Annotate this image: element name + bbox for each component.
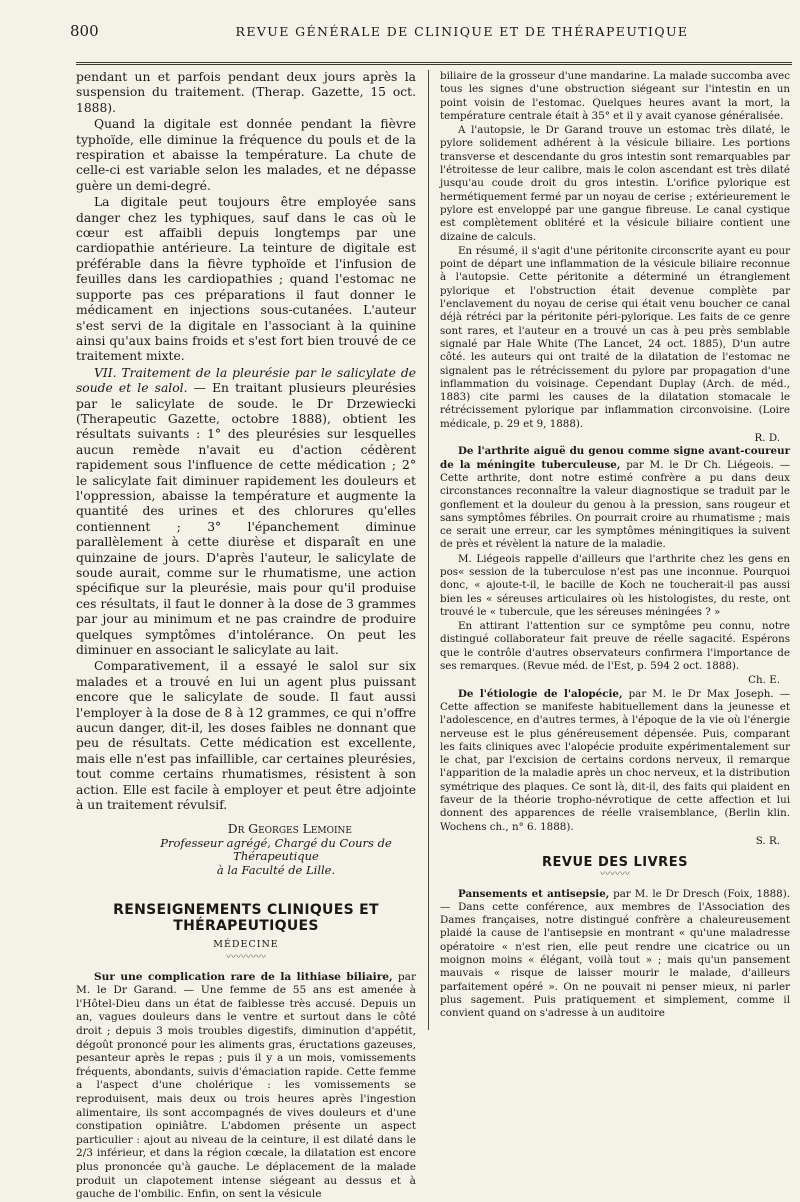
right-column bbox=[440, 70, 790, 1040]
paragraph-body: — En traitant plusieurs pleurésies par le salicylate de soude. le Dr Drzewiecki (Therapeutic Gazette, octobre 1888), obtient les résultats suivants : 1° des pleurésies sur lesquelles aucun remède n'avait eu d'action cédèrent rapidement sous l'influence de cette médication ; 2° le salicylate fait diminuer rapidement les douleurs et l'oppression, abaisse la température et augmente la quantité des urines et des chlorures qu'elles contiennent ; 3° l'épanchement diminue parallèlement à cette diurèse et disparaît en une quinzaine de jours. D'après l'auteur, le salicylate de soude aurait, comme sur le rhumatisme, une action spécifique sur la pleurésie, mais pour qu'il produise ces résultats, il faut le donner à la dose de 3 grammes par jour au minimum et ne pas craindre de produire quelques symptômes d'intolérance. On peut les diminuer en associant le salicylate au lait. bbox=[76, 381, 416, 658]
article-signature: R. D. bbox=[754, 432, 780, 445]
paragraph: biliaire de la grosseur d'une mandarine. La malade succomba avec tous les signes d'une obstruction siégeant sur l'intestin en un point voisin de l'estomac. Quelques heures avant la mort, la température centrale était à 35° et il y avait cyanose généralisée. bbox=[440, 70, 790, 122]
article-signature: Ch. E. bbox=[748, 674, 780, 687]
paragraph: M. Liégeois rappelle d'ailleurs que l'arthrite chez les gens en pos« session de la tuberculose n'est pas une inconnue. Pourquoi donc, « ajoute-t-il, le bacille de Koch ne toucherait-il pas aussi bien les « séreuses articulaires où les histologistes, du reste, ont trouvé le « tubercule, que les séreuses méningées ? » bbox=[440, 552, 790, 618]
section-subtitle: MÉDECINE bbox=[213, 939, 279, 951]
author-affiliation: Professeur agrégé, Chargé du Cours de Thérapeutique bbox=[160, 835, 392, 864]
article-body: par M. le Dr Dresch (Foix, 1888). — Dans cette conférence, aux membres de l'Association des Dames françaises, notre distingué confrère a chaleureusement plaidé la cause de l'antisepsie en montrant « qu'une maladresse opératoire « n'est rien, elle peut rendre une cicatrice ou un moignon moins « élégant, voilà tout » ; mais qu'un pansement mauvais « risque de laisser mourir le malade, d'ailleurs parfaitement opéré ». On ne pouvait ni penser mieux, ni parler plus sagement. Puis pratiquement et simplement, comme il convient quand on s'adresse à un auditoire bbox=[440, 887, 790, 1020]
ornament-divider: 〰〰〰〰 bbox=[226, 951, 266, 963]
author-signature: Dr Georges Lemoine bbox=[227, 821, 352, 836]
paragraph bbox=[440, 445, 790, 551]
article-signature: S. R. bbox=[755, 834, 780, 847]
paragraph bbox=[76, 366, 416, 659]
running-title: REVUE GÉNÉRALE DE CLINIQUE ET DE THÉRAPEUTIQUE bbox=[235, 24, 689, 39]
column-divider bbox=[428, 70, 429, 1030]
section-title: REVUE DES LIVRES bbox=[542, 855, 688, 871]
ornament-divider: 〰〰〰 bbox=[600, 868, 630, 880]
article-title: Pansements et antisepsie, bbox=[458, 887, 610, 900]
header-rule bbox=[76, 62, 792, 65]
paragraph bbox=[440, 888, 790, 1021]
paragraph: Comparativement, il a essayé le salol sur six malades et a trouvé en lui un agent plus puissant encore que le salicylate de soude. Il faut aussi l'employer à la dose de 8 à 12 grammes, ce qui n'offre aucun danger, dit-il, les doses faibles ne donnant que peu de résultats. Cette médication est excellente, mais elle n'est pas infaillible, car certaines pleurésies, tout comme certains rhumatismes, résistent à son action. Elle est facile à employer et peut être adjointe à un traitement révulsif. bbox=[76, 659, 416, 813]
article-body: par M. le Dr Max Joseph. — Cette affection se manifeste habituellement dans la jeunesse et l'adolescence, en d'autres termes, à l'époque de la vie où l'énergie nerveuse est le plus généreusement dépensée. Puis, comparant les faits cliniques avec l'alopécie produite expérimentalement sur le chat, par l'excision de certains cordons nerveux, il remarque l'apparition de la maladie après un choc nerveux, et la distribution symétrique des plaques. Ce sont là, dit-il, des faits qui plaident en faveur de la théorie tropho-névrotique de cette affection et lui donnent des apparences de réelle vraisemblance, (Berlin klin. Wochens ch., n° 6. 1888). bbox=[440, 687, 790, 833]
paragraph: Quand la digitale est donnée pendant la fièvre typhoïde, elle diminue la fréquence du pouls et de la respiration et abaisse la température. La chute de celle-ci est variable selon les malades, et ne dépasse guère un demi-degré. bbox=[76, 117, 416, 193]
paragraph bbox=[76, 971, 416, 1202]
article-title: De l'étiologie de l'alopécie, bbox=[458, 687, 623, 700]
author-affiliation: à la Faculté de Lille. bbox=[216, 862, 336, 877]
paragraph: En résumé, il s'agit d'une péritonite circonscrite ayant eu pour point de départ une inflammation de la vésicule biliaire reconnue à l'autopsie. Cette péritonite a déterminé un étranglement pylorique et l'obstruction était devenue complète par l'enclavement du noyau de cerise qui était venu boucher ce canal déjà rétréci par la péritonite péri-pylorique. Les faits de ce genre sont rares, et l'auteur en a trouvé un cas à peu près semblable signalé par Hale White (The Lancet, 24 oct. 1885), D'un autre côté. les auteurs qui ont traité de la dilatation de l'estomac ne signalent pas le rétrécissement du pylore par propagation d'une inflammation du voisinage. Cependant Duplay (Arch. de méd., 1883) cite parmi les causes de la dilatation stomacale le rétrécissement pylorique par inflammation circonvoisine. (Loire médicale, p. 29 et 9, 1888). bbox=[440, 244, 790, 430]
article-body: par M. le Dr Garand. — Une femme de 55 ans est amenée à l'Hôtel-Dieu dans un état de faiblesse très accusé. Depuis un an, vagues douleurs dans le ventre et surtout dans le côté droit ; depuis 3 mois troubles digestifs, diminution d'appétit, dégoût prononcé pour les aliments gras, éructations gazeuses, pesanteur après le repas ; puis il y a un mois, vomissements fréquents, abondants, suivis d'émaciation rapide. Cette femme a l'aspect d'une cholérique : les vomissements se reproduisent, mais deux ou trois heures après l'ingestion alimentaire, ils sont accompagnés de vives douleurs et d'une constipation opiniâtre. L'abdomen présente un aspect particulier : ajout au niveau de la ceinture, il est dilaté dans le 2/3 inférieur, et dans la région cœcale, la dilatation est encore plus prononcée qu'à gauche. Le déplacement de la malade produit un clapotement intense siégeant au dessus et à gauche de l'ombilic. Enfin, on sent la vésicule bbox=[76, 970, 417, 1201]
paragraph: En attirant l'attention sur ce symptôme peu connu, notre distingué collaborateur fait preuve de réelle sagacité. Espérons que le contrôle d'autres observateurs confirmera l'importance de ses remarques. (Revue méd. de l'Est, p. 594 2 oct. 1888). bbox=[440, 620, 790, 673]
left-column bbox=[76, 70, 417, 1201]
paragraph: A l'autopsie, le Dr Garand trouve un estomac très dilaté, le pylore solidement adhérent à la vésicule biliaire. Les portions transverse et descendante du gros intestin sont remarquables par l'étroitesse de leur calibre, mais le colon ascendant est très dilaté jusqu'au coude droit du gros intestin. L'orifice pylorique est hermétiquement fermé par un noyau de cerise ; extérieurement le pylore est enveloppé par une gangue fibreuse. Le canal cystique est complètement oblitéré et la vésicule biliaire contient une dizaine de calculs. bbox=[440, 124, 790, 243]
article-title: Sur une complication rare de la lithiase biliaire, bbox=[94, 970, 393, 983]
paragraph: pendant un et parfois pendant deux jours après la suspension du traitement. (Therap. Gazette, 15 oct. 1888). bbox=[76, 70, 416, 115]
page-header bbox=[70, 20, 782, 48]
section-title: RENSEIGNEMENTS CLINIQUES ET THÉRAPEUTIQUES bbox=[113, 902, 379, 934]
article-lithiase bbox=[76, 971, 416, 1202]
section-heading-vii: VII. Traitement de la pleurésie par le salicylate de soude et le salol. bbox=[76, 365, 416, 396]
paragraph: La digitale peut toujours être employée sans danger chez les typhiques, sauf dans le cas où le cœur est affaibli depuis longtemps par une cardiopathie antérieure. La teinture de digitale est préférable dans la fièvre typhoïde et l'infusion de feuilles dans les cardiopathies ; quand l'estomac ne supporte pas ces préparations il faut donner le médicament en injections sous-cutanées. L'auteur s'est servi de la digitale en l'associant à la quinine ainsi qu'aux bains froids et s'est fort bien trouvé de ce traitement mixte. bbox=[76, 195, 416, 364]
paragraph bbox=[440, 688, 790, 834]
page-number: 800 bbox=[70, 22, 99, 40]
article-title: De l'arthrite aiguë du genou comme signe avant-coureur de la méningite tuberculeuse, bbox=[440, 445, 790, 471]
article-body: par M. le Dr Ch. Liégeois. — Cette arthrite, dont notre estimé confrère a pu dans deux circonstances reconnaître la valeur diagnostique se traduit par le gonflement et la douleur du genou à la pression, sans rougeur et sans symptômes fébriles. On pourrait croire au rhumatisme ; mais ce serait une erreur, car les symptômes méningitiques la suivent de près et révèlent la nature de la maladie. bbox=[440, 458, 790, 551]
